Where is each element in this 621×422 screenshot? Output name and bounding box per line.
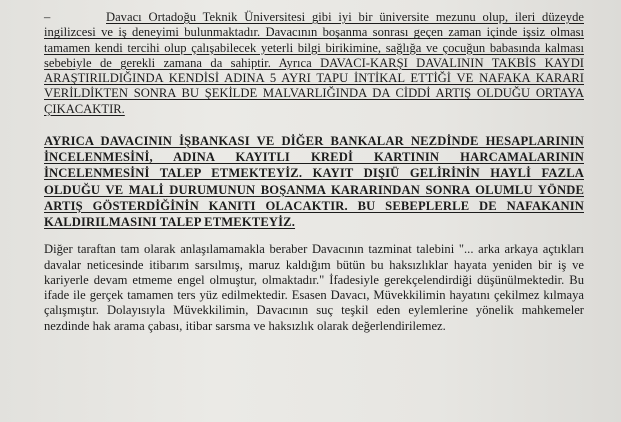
paragraph-compensation-claim [44,242,584,334]
paragraph-dash: – [44,10,51,24]
paragraph-text: Davacı Ortadoğu Teknik Üniversitesi gibi iyi bir üniversite mezunu olup, ileri düzeyde ingilizcesi ve iş deneyimi bulunmaktadır. Davacının boşanma sonrası geçen zaman içinde işsiz olması tamamen kendi tercihi olup çalışabilecek yeterli bilgi birikimine, sağlığa ve çocuğun babasında kalması sebebiyle de gerekli zamana da sahiptir. Ayrıca DAVACI-KARŞI DAVALININ TAKBİS KAYDI ARAŞTIRILDIĞINDA KENDİSİ ADINA 5 AYRI TAPU İNTİKAL ETTİĞİ VE NAFAKA KARARI VERİLDİKTEN SONRA BU ŞEKİLDE MALVARLIĞINDA DA CİDDİ ARTIŞ OLDUĞU ORTAYA ÇIKACAKTIR. [44,10,584,116]
paragraph-text: AYRICA DAVACININ İŞBANKASI VE DİĞER BANKALAR NEZDİNDE HESAPLARININ İNCELENMESİNİ, ADINA KAYITLI KREDİ KARTININ HARCAMALARININ İNCELENMESİNİ TALEP ETMEKTEYİZ. KAYIT DIŞIÜ GELİRİNİN HAYLİ FAZLA OLDUĞU VE MALİ DURUMUNUN BOŞANMA KARARINDAN SONRA OLUMLU YÖNDE ARTIŞ GÖSTERDİĞİNİN KANITI OLACAKTIR. BU SEBEPLERLE DE NAFAKANIN KALDIRILMASINI TALEP ETMEKTEYİZ. [44,134,584,230]
paragraph-education-and-assets [44,10,584,117]
paragraph-bank-records-request [44,133,584,230]
paragraph-text: Diğer taraftan tam olarak anlaşılamamakla beraber Davacının tazminat talebini "... arka arkaya açtıkları davalar neticesinde itibarım sarsılmış, maruz kaldığım bütün bu haksızlıklar hayata yeniden bir iş ve kariyerle devam etmeme engel olmuştur, olmaktadır." İfadesiyle gerekçelendirdiği düşünülmektedir. Bu ifade ile gerçek tamamen ters yüz edilmektedir. Esasen Davacı, Müvekkilimin hayatını çekilmez kılmaya çalışmıştır. Dolayısıyla Müvekkilimin, Davacının suç teşkil eden eylemlerine yönelik mahkemeler nezdinde hak arama çabası, itibar sarsma ve haksızlık olarak değerlendirilemez. [44,242,584,333]
document-body [44,6,584,334]
